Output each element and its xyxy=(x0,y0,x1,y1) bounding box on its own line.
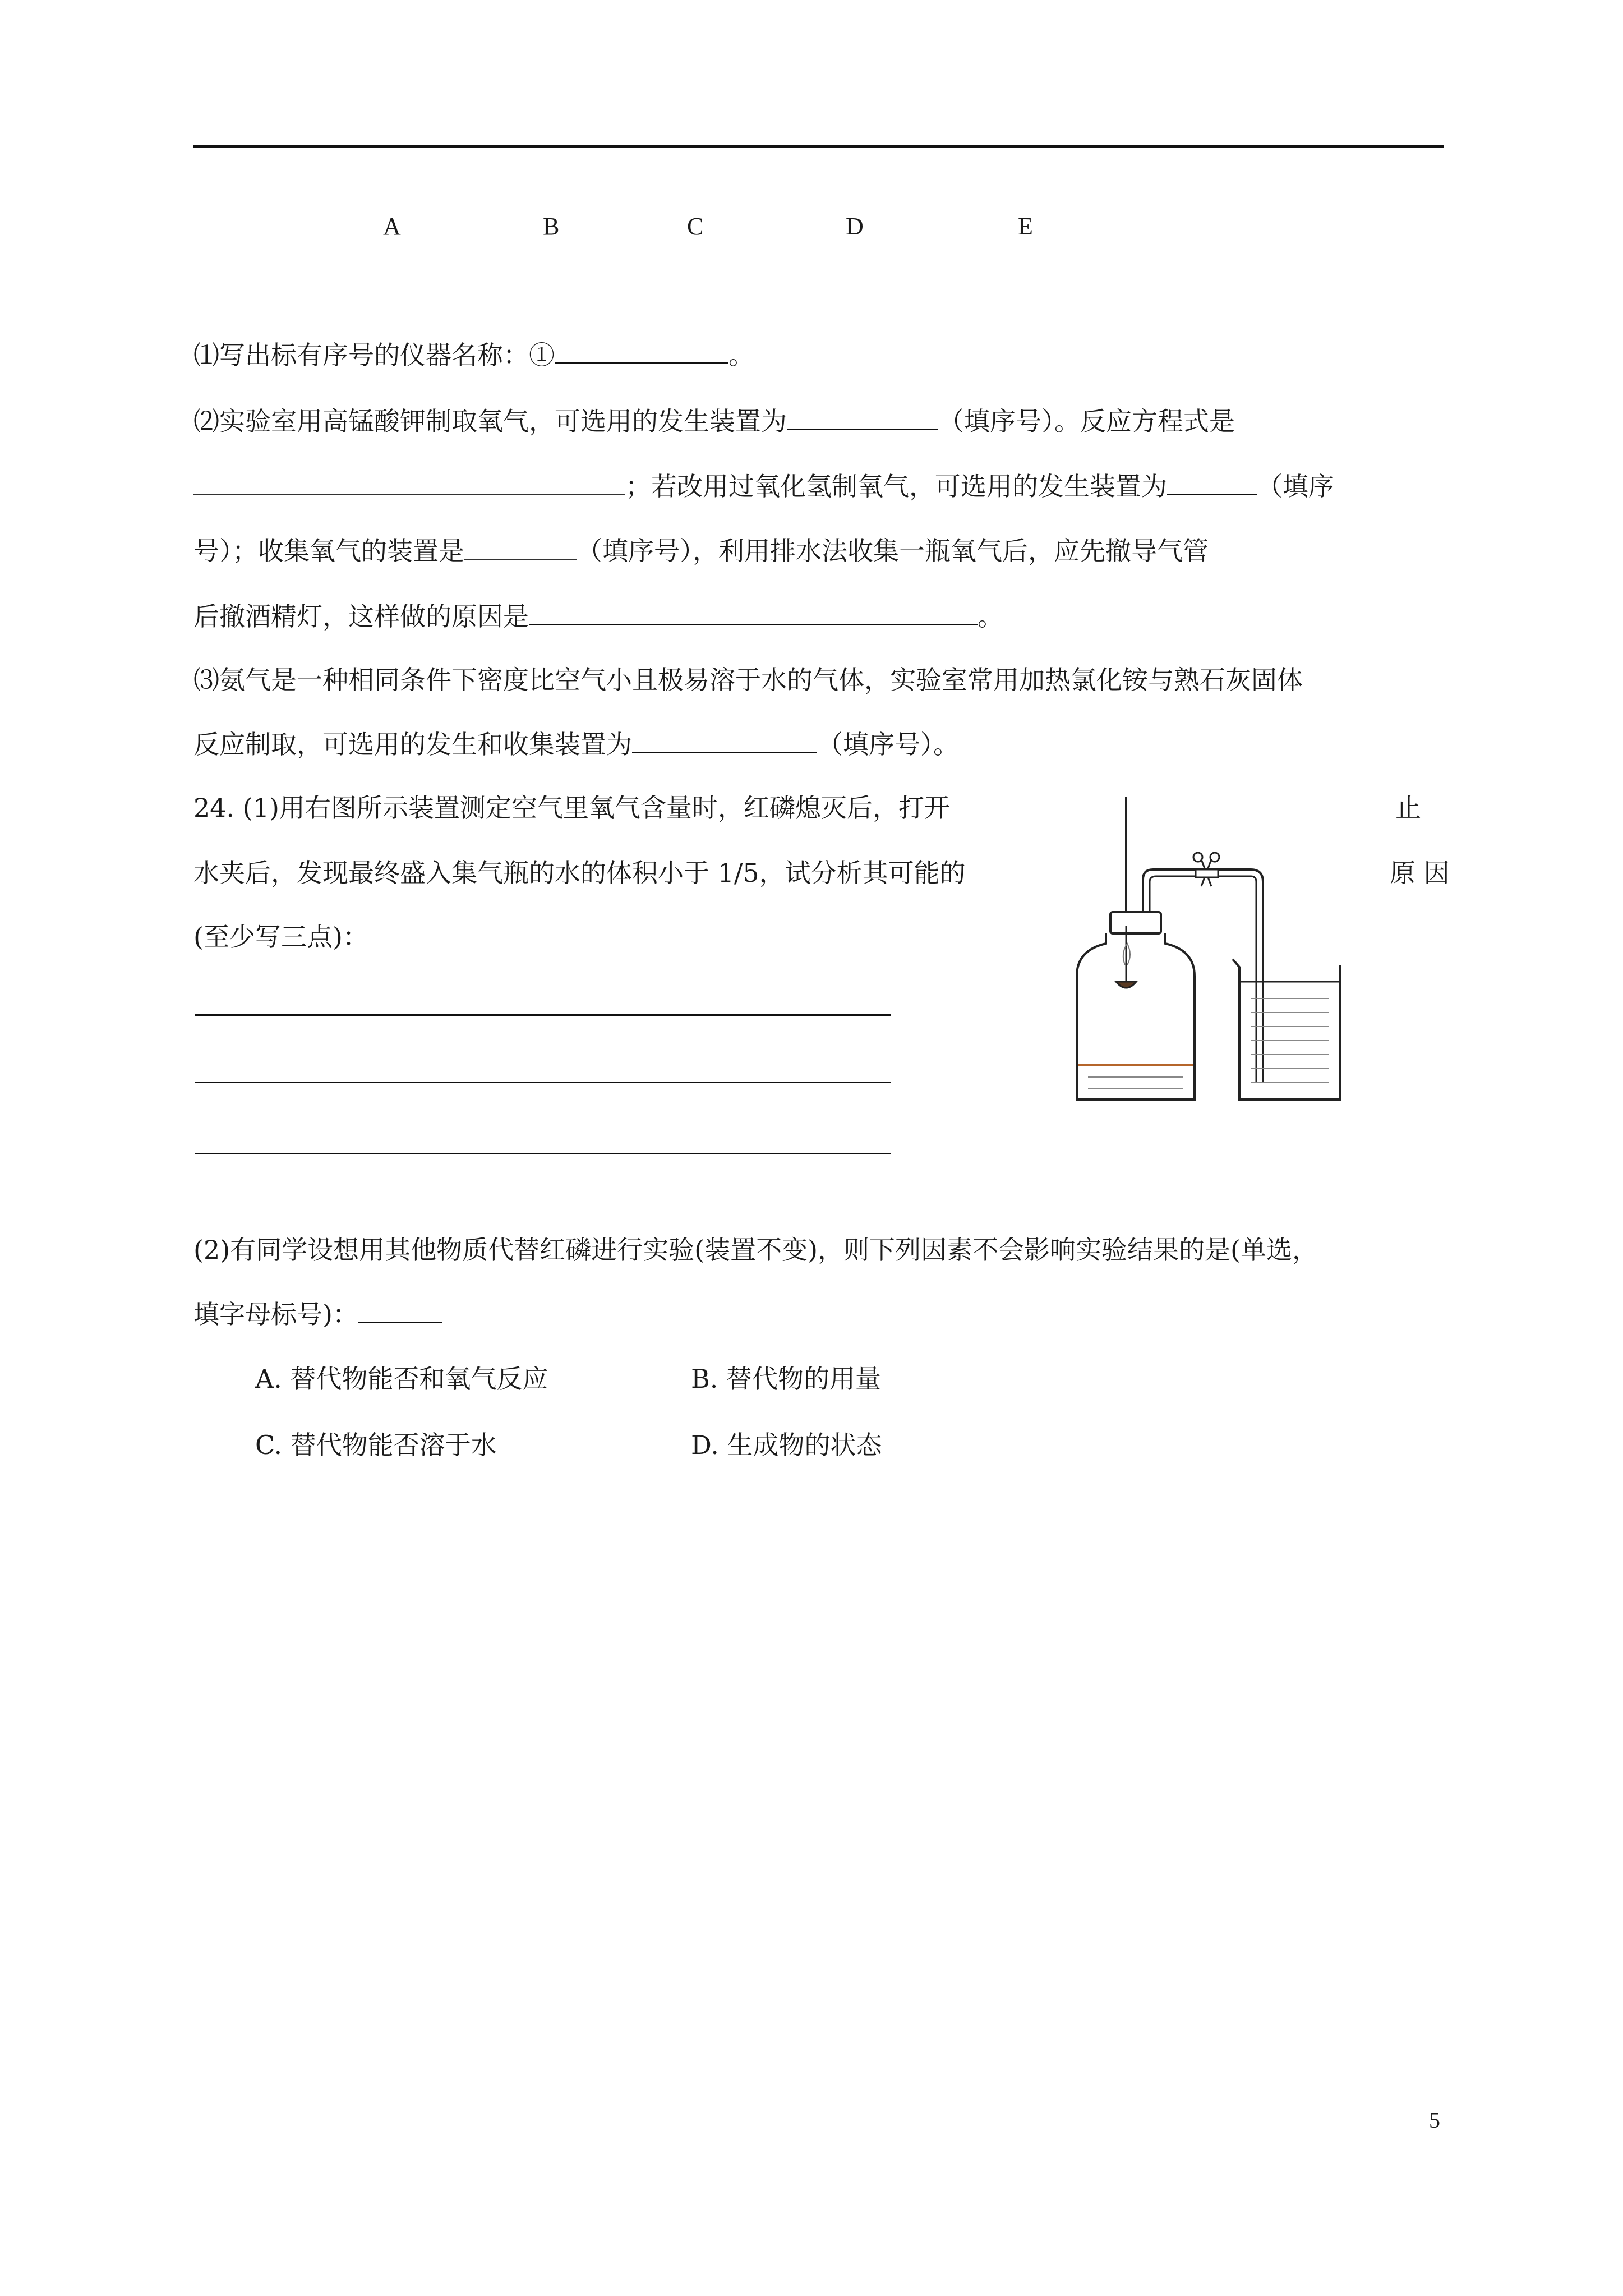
figure-label-b: B xyxy=(543,213,560,240)
q23-part1: ⑴写出标有序号的仪器名称：① 。 xyxy=(193,338,754,372)
answer-blank-ammonia-apparatus[interactable] xyxy=(632,727,817,753)
answer-line-1[interactable] xyxy=(195,1014,891,1016)
answer-line-2[interactable] xyxy=(195,1082,891,1083)
header-rule xyxy=(193,145,1444,148)
answer-blank-kmno4-apparatus[interactable] xyxy=(787,404,938,430)
option-a[interactable]: A. 替代物能否和氧气反应 xyxy=(255,1364,548,1394)
figure-label-a: A xyxy=(383,213,401,240)
q23-part2-line1: ⑵实验室用高锰酸钾制取氧气，可选用的发生装置为 （填序号）。反应方程式是 xyxy=(193,404,1235,438)
option-d[interactable]: D. 生成物的状态 xyxy=(691,1430,882,1460)
q23-part3-line1: ⑶氨气是一种相同条件下密度比空气小且极易溶于水的气体，实验室常用加热氯化铵与熟石灰固体 xyxy=(193,665,1303,695)
answer-blank-collection-apparatus[interactable] xyxy=(464,534,577,560)
q24-part1-line3: (至少写三点)： xyxy=(193,922,368,952)
answer-blank-single-choice[interactable] xyxy=(358,1297,442,1323)
figure-label-d: D xyxy=(846,213,864,240)
q23-part2-line2: ；若改用过氧化氢制氧气，可选用的发生装置为 （填序 xyxy=(193,469,1334,503)
spring-clamp-icon xyxy=(1193,853,1219,886)
figure-label-e: E xyxy=(1018,213,1033,240)
q24-part1-line1: 24. (1)用右图所示装置测定空气里氧气含量时，红磷熄灭后，打开 xyxy=(193,793,950,823)
answer-blank-instrument-name[interactable] xyxy=(555,338,728,364)
oxygen-measurement-apparatus xyxy=(1071,797,1374,1105)
beaker xyxy=(1233,959,1340,1099)
option-b[interactable]: B. 替代物的用量 xyxy=(691,1364,882,1394)
figure-label-c: C xyxy=(687,213,704,240)
answer-blank-equation[interactable] xyxy=(193,470,625,495)
rubber-stopper xyxy=(1110,912,1161,933)
q23-part2-line3: 号）；收集氧气的装置是 （填序号），利用排水法收集一瓶氧气后，应先撤导气管 xyxy=(193,534,1209,568)
q24-part1-line2-end: 原 因 xyxy=(1390,858,1450,888)
q23-part2-line4: 后撤酒精灯，这样做的原因是 。 xyxy=(193,599,1003,633)
delivery-tube xyxy=(1143,869,1263,1083)
q24-part2-line2: 填字母标号)： xyxy=(193,1297,442,1331)
answer-blank-h2o2-apparatus[interactable] xyxy=(1167,469,1257,495)
q24-part1-line2: 水夹后，发现最终盛入集气瓶的水的体积小于 1/5，试分析其可能的 xyxy=(193,858,966,888)
answer-blank-reason[interactable] xyxy=(529,599,978,625)
page-number: 5 xyxy=(1429,2108,1440,2133)
q23-part3-line2: 反应制取，可选用的发生和收集装置为 （填序号）。 xyxy=(193,727,959,761)
gas-collecting-bottle xyxy=(1077,933,1195,1099)
q24-part2-line1: (2)有同学设想用其他物质代替红磷进行实验(装置不变)，则下列因素不会影响实验结果的是(单选， xyxy=(193,1235,1318,1265)
answer-line-3[interactable] xyxy=(195,1153,891,1154)
combustion-spoon xyxy=(1116,982,1136,988)
option-c[interactable]: C. 替代物能否溶于水 xyxy=(255,1430,497,1460)
q24-part1-line1-end: 止 xyxy=(1395,793,1421,823)
